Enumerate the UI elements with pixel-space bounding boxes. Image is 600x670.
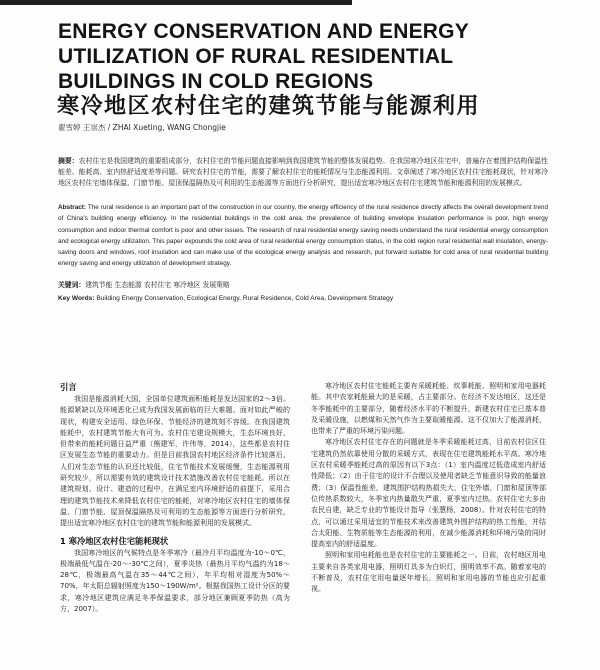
journal-header-bar (0, 0, 352, 5)
english-title-line: ENERGY CONSERVATION AND ENERGY (58, 20, 469, 43)
body-paragraph: 寒冷地区农村住宅存在的问题就是冬季采暖能耗过高，目前农村住区住宅建筑仍然依靠使用分散的采暖方式，表现在住宅建筑能耗水平高。寒冷地区农村采暖季能耗过高的原因有以下3点：（1）室内温度过低造成室内舒适性降低；（2）由于住宅的设计不合理以及使用者缺乏节能意识导致的能量浪费；（3）保温性能差，建筑围护结构热损失大，住宅外墙、门窗和屋顶等部位传热系数较大，冬季室内热量散失严重，夏季室内过热。农村住宅大多由农民自建，缺乏专业的节能设计指导（张慧杨，2008）。针对农村住宅的特点，可以通过采用适宜的节能技术来改善建筑外围护结构的热工性能，并结合太阳能、生物质能等生态能源的利用，在减少能源消耗和环境污染的同时提高室内的舒适温度。 (311, 438, 546, 549)
body-left-column (60, 381, 290, 615)
author-line: 翟雪婷 王崇杰 / ZHAI Xueting, WANG Chongjie (58, 123, 226, 132)
chinese-abstract-text: 农村住宅是我国建筑的重要组成部分，农村住宅的节能问题直接影响到我国建筑节能的整体发展趋势。在我国寒冷地区住宅中，普遍存在着围护结构保温性能差、能耗高、室内热舒适度差等问题。研究农村住宅的节能，需要了解农村住宅的能耗情况与生态能源利用。文章阐述了寒冷地区农村住宅能耗现状，针对寒冷地区农村住宅墙体保温、门窗节能、屋顶保温隔热及可利用的生态能源等方面进行分析研究，提出适宜寒冷地区农村住宅建筑节能和能源利用的发展模式。 (58, 157, 549, 187)
chinese-title: 寒冷地区农村住宅的建筑节能与能源利用 (57, 94, 481, 119)
chinese-abstract (58, 156, 548, 189)
section-1-heading: 1 寒冷地区农村住宅能耗现状 (60, 535, 169, 546)
chinese-abstract-label: 摘要： (58, 157, 79, 165)
english-keywords (58, 294, 548, 304)
body-paragraph: 寒冷地区农村住宅能耗主要有采暖耗能、炊事耗能、照明和家用电器耗能。其中农家耗能最大的是采暖，占主要部分。在经济不发达地区，这还是冬季能耗中的主要部分，随着经济水平的不断提升，新建农村住宅已基本普及采暖设施，以燃煤和天然气作为主要取暖能源。这不仅加大了能源消耗，也带来了严重的环境污染问题。 (311, 382, 546, 436)
section-1-paragraph: 我国寒冷地区的气候特点是冬季寒冷（最冷月平均温度为-10～0℃，极端最低气温在-20～-30℃之间），夏季炎热（最热月平均气温约为18～28℃，极端最高气温在35～44℃之间），年平均相对湿度为50%～70%，年太阳总辐射照度为150～190W/m²。根据我国热工设计分区的要求，寒冷地区建筑应满足冬季保温要求，部分地区兼顾夏季防热（高为方，2007）。 (60, 548, 290, 614)
english-abstract (58, 202, 548, 270)
body-paragraph: 照明和家用电耗能也是农村住宅的主要能耗之一。目前，农村地区用电主要来自各类家用电器，照明灯具多为白炽灯，照明效率不高。随着家电的不断普及，农村住宅用电量逐年增长，照明和家用电器的节能也应引起重视。 (311, 551, 546, 594)
english-title-line: UTILIZATION OF RURAL RESIDENTIAL (58, 45, 454, 68)
chinese-keywords (58, 280, 548, 290)
english-keywords-label: Key Words: (58, 295, 95, 302)
chinese-keywords-text: 建筑节能 生态能源 农村住宅 寒冷地区 发展策略 (85, 281, 230, 289)
body-right-column (311, 381, 546, 596)
english-title (58, 19, 469, 94)
english-abstract-text: The rural residence is an important part of the construction in our country, the energy efficiency of the rural residence directly affects the overall development trend of China's building energy efficiency. In the residential buildings in the cold area, the prevalence of building envelope insulation performance is poor, high energy consumption and indoor thermal comfort is poor and other issues. The research of rural residential energy saving needs understand the rural residential energy consumption and ecological energy utilization. This paper expounds the cold area of rural residential energy consumption status, in the cold region rural residential wall insulation, energy-saving doors and windows, roof insulation and can make use of the ecological energy analysis and research, put forward suitable for cold area of rural residential building energy saving and energy utilization of development strategy. (58, 204, 548, 268)
english-keywords-text: Building Energy Conservation, Ecological Energy, Rural Residence, Cold Area, Development Strategy (94, 295, 394, 302)
intro-heading: 引言 (60, 382, 77, 392)
english-abstract-label: Abstract: (58, 204, 87, 211)
intro-paragraph: 我国是能源消耗大国，全国单位建筑面积能耗是发达国家的2～3倍。能源紧缺以及环境恶化已成为我国发展面临的巨大难题。面对如此严峻的现状，构建安全适用、绿色环保、节能经济的建筑刻不容缓。在我国建筑能耗中，农村建筑节能大有可为。农村住宅建设规模大，生态环境良好，但带来的能耗问题日益严重（熊建军，许伟等，2014），这些都是农村住区发展生态节能的重要动力。但是目前我国农村地区经济条件比较落后，人们对生态节能的认识还比较低，住宅节能技术发展缓慢，生态能源利用研究较少，所以需要有效的建筑设计技术措施改善农村住宅能耗。所以在建筑规划、设计、建造的过程中，在满足室内环境舒适的前提下，采用合理的建筑节能技术来降低农村住宅的能耗，对寒冷地区农村住宅的墙体保温、门窗节能、屋顶保温隔热及可利用的生态能源等方面进行分析研究，提出适宜寒冷地区农村住宅的建筑节能和能源利用的发展模式。 (60, 395, 290, 528)
english-title-line: BUILDINGS IN COLD REGIONS (58, 70, 374, 93)
chinese-keywords-label: 关键词： (58, 281, 86, 289)
